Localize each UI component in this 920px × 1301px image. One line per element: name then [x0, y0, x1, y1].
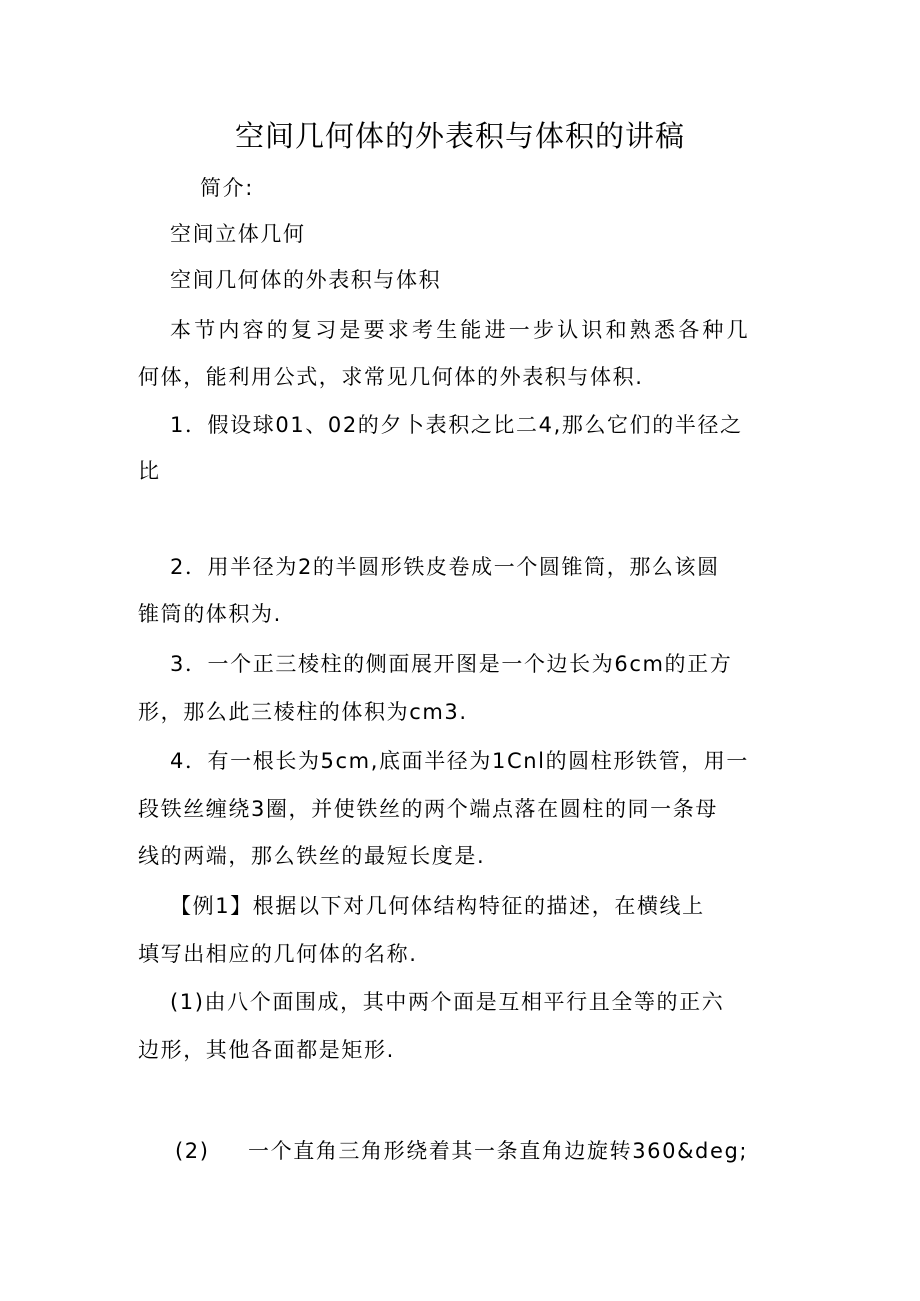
- intro-label: 简介:: [200, 176, 254, 200]
- document-title: 空间几何体的外表积与体积的讲稿: [234, 119, 685, 153]
- subtopic-line: 空间几何体的外表积与体积: [170, 268, 442, 292]
- question-2-line-2: 锥筒的体积为.: [138, 602, 282, 626]
- question-4-line-2: 段铁丝缠绕3圈，并使铁丝的两个端点落在圆柱的同一条母: [138, 797, 718, 821]
- question-1-line-1: 1．假设球01、02的夕卜表积之比二4,那么它们的半径之: [170, 413, 743, 437]
- item-2-number: (2): [175, 1139, 210, 1163]
- summary-line-1: 本节内容的复习是要求考生能进一步认识和熟悉各种几: [170, 318, 751, 342]
- example-1-line-1: 【例1】根据以下对几何体结构特征的描述，在横线上: [170, 894, 705, 918]
- question-1-line-2: 比: [138, 459, 161, 483]
- question-2-line-1: 2．用半径为2的半圆形铁皮卷成一个圆锥筒，那么该圆: [170, 555, 720, 579]
- question-3-line-1: 3．一个正三棱柱的侧面展开图是一个边长为6cm的正方: [170, 652, 733, 676]
- item-1-line-2: 边形，其他各面都是矩形.: [138, 1038, 395, 1062]
- example-1-line-2: 填写出相应的几何体的名称.: [138, 942, 418, 966]
- topic-line: 空间立体几何: [170, 222, 306, 246]
- question-4-line-1: 4．有一根长为5cm,底面半径为1Cnl的圆柱形铁管，用一: [170, 749, 749, 773]
- item-2-text: 一个直角三角形绕着其一条直角边旋转360&deg;: [248, 1139, 749, 1163]
- item-1-line-1: (1)由八个面围成，其中两个面是互相平行且全等的正六: [170, 990, 725, 1014]
- summary-line-2: 何体，能利用公式，求常见几何体的外表积与体积.: [138, 365, 644, 389]
- question-3-line-2: 形，那么此三棱柱的体积为cm3.: [138, 700, 468, 724]
- question-4-line-3: 线的两端，那么铁丝的最短长度是.: [138, 844, 486, 868]
